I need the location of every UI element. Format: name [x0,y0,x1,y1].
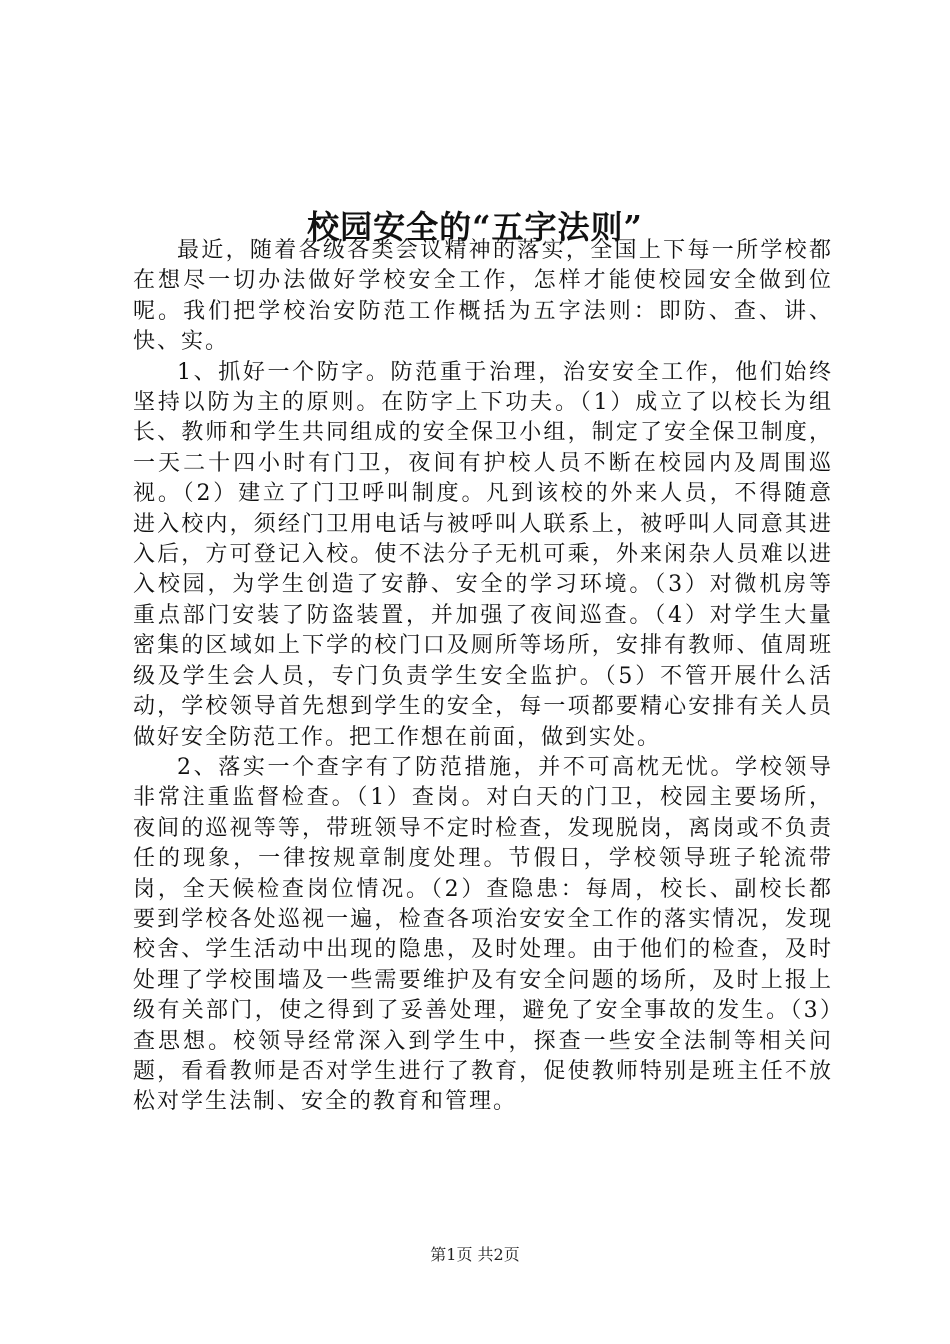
document-body [133,236,833,1118]
page-number-footer: 第1页 共2页 [430,1245,520,1264]
document-title: 校园安全的“五字法则” [307,208,643,247]
paragraph-inspection: 2、落实一个查字有了防范措施，并不可高枕无忧。学校领导非常注重监督检查。（1）查岗。对白天的门卫，校园主要场所，夜间的巡视等等，带班领导不定时检查，发现脱岗，离岗或不负责任的现象，一律按规章制度处理。节假日，学校领导班子轮流带岗，全天候检查岗位情况。（2）查隐患：每周，校长、副校长都要到学校各处巡视一遍，检查各项治安安全工作的落实情况，发现校舍、学生活动中出现的隐患，及时处理。由于他们的检查，及时处理了学校围墙及一些需要维护及有安全问题的场所，及时上报上级有关部门，使之得到了妥善处理，避免了安全事故的发生。（3）查思想。校领导经常深入到学生中，探查一些安全法制等相关问题，看看教师是否对学生进行了教育，促使教师特别是班主任不放松对学生法制、安全的教育和管理。 [133,754,833,1115]
paragraph-prevention: 1、抓好一个防字。防范重于治理，治安安全工作，他们始终坚持以防为主的原则。在防字上下功夫。（1）成立了以校长为组长、教师和学生共同组成的安全保卫小组，制定了安全保卫制度，一天二十四小时有门卫，夜间有护校人员不断在校园内及周围巡视。（2）建立了门卫呼叫制度。凡到该校的外来人员，不得随意进入校内，须经门卫用电话与被呼叫人联系上，被呼叫人同意其进入后，方可登记入校。使不法分子无机可乘，外来闲杂人员难以进入校园，为学生创造了安静、安全的学习环境。（3）对微机房等重点部门安装了防盗装置，并加强了夜间巡查。（4）对学生大量密集的区域如上下学的校门口及厕所等场所，安排有教师、值周班级及学生会人员，专门负责学生安全监护。（5）不管开展什么活动，学校领导首先想到学生的安全，每一项都要精心安排有关人员做好安全防范工作。把工作想在前面，做到实处。 [133,359,833,750]
paragraph-intro: 最近，随着各级各类会议精神的落实，全国上下每一所学校都在想尽一切办法做好学校安全工作，怎样才能使校园安全做到位呢。我们把学校治安防范工作概括为五字法则：即防、查、讲、快、实。 [133,238,833,355]
